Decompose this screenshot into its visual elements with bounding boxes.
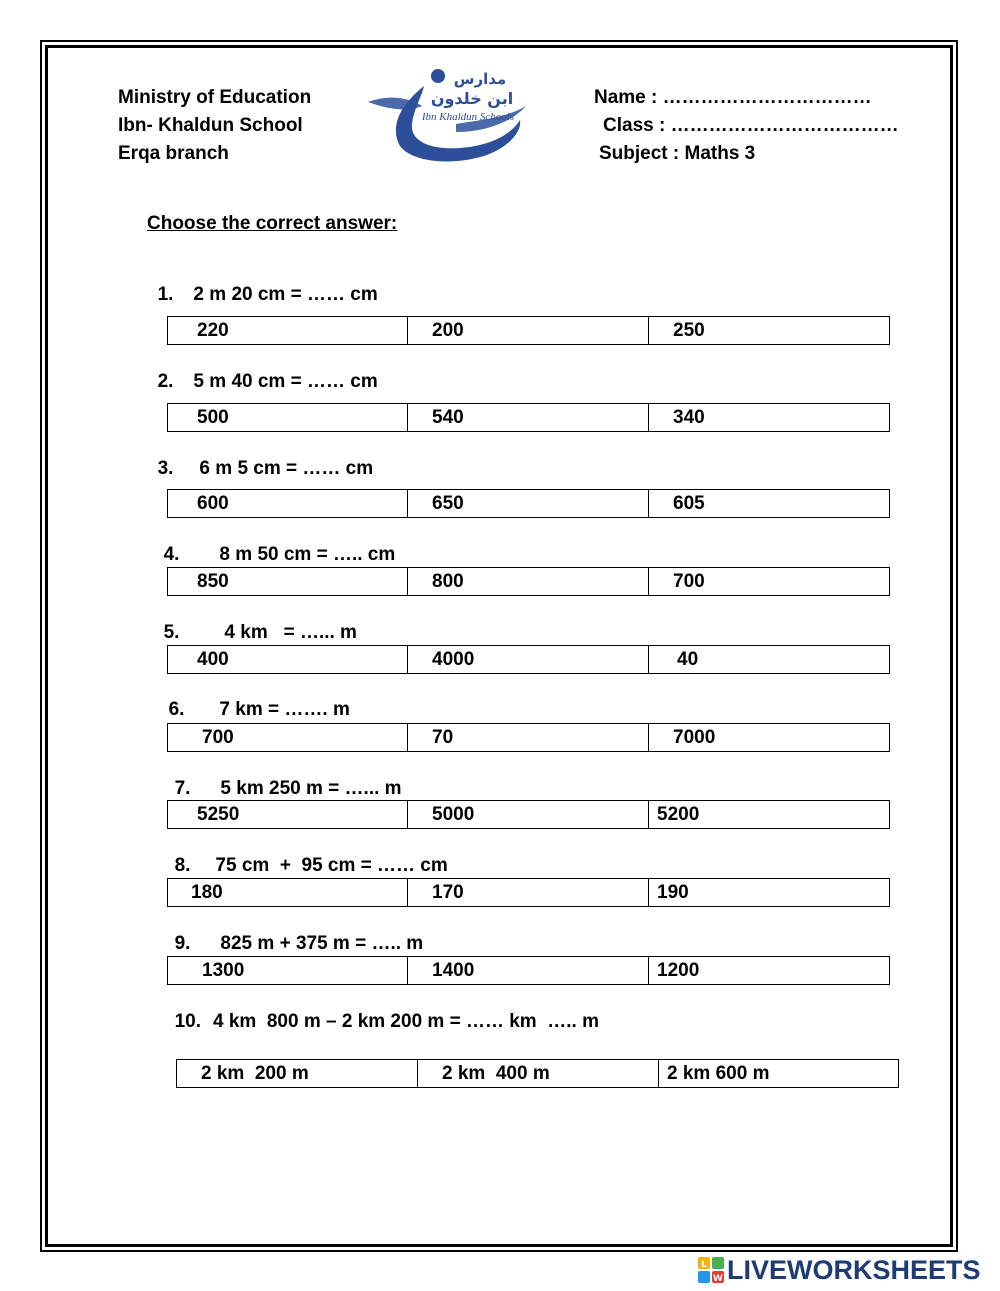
option-6a[interactable]: 700 [168, 724, 408, 751]
question-10 [164, 989, 599, 1033]
tile-letter-l: L [701, 1260, 707, 1270]
option-7a[interactable]: 5250 [168, 801, 408, 828]
class-field-label: Class : ……………………………… [603, 115, 899, 136]
options-row-9 [167, 956, 890, 985]
question-number: 4. [163, 544, 180, 565]
name-field-label: Name : …………………………… [594, 87, 872, 108]
svg-text:مدارس: مدارس [453, 70, 507, 88]
ministry-label: Ministry of Education [118, 87, 312, 108]
question-number: 3. [157, 458, 174, 479]
options-row-10 [176, 1059, 899, 1088]
options-row-5 [167, 645, 890, 674]
option-2b[interactable]: 540 [408, 404, 649, 431]
options-row-4 [167, 567, 890, 596]
question-text: 6 m 5 cm = …… cm [199, 458, 374, 479]
question-text: 8 m 50 cm = ….. cm [219, 544, 396, 565]
option-7b[interactable]: 5000 [408, 801, 649, 828]
question-text: 7 km = ……. m [219, 699, 350, 720]
option-7c[interactable]: 5200 [657, 803, 700, 825]
option-3b[interactable]: 650 [408, 490, 649, 517]
options-row-1 [167, 316, 890, 345]
options-row-2 [167, 403, 890, 432]
options-row-7 [167, 800, 890, 829]
question-1 [147, 262, 378, 306]
question-2 [147, 349, 378, 393]
school-logo [360, 62, 540, 170]
question-number: 6. [168, 699, 185, 720]
question-number: 5. [163, 622, 180, 643]
option-6b[interactable]: 70 [408, 724, 649, 751]
liveworksheets-tiles-icon [698, 1257, 724, 1283]
question-text: 75 cm + 95 cm = …… cm [215, 855, 448, 876]
question-text: 825 m + 375 m = ….. m [220, 933, 424, 954]
option-10c[interactable]: 2 km 600 m [667, 1062, 770, 1084]
subject-label: Subject : Maths 3 [599, 143, 756, 164]
question-8 [164, 833, 448, 877]
liveworksheets-brand[interactable]: LIVEWORKSHEETS [727, 1254, 981, 1285]
options-row-8 [167, 878, 890, 907]
option-8b[interactable]: 170 [408, 879, 649, 906]
question-text: 5 m 40 cm = …… cm [193, 371, 378, 392]
question-5 [153, 600, 357, 644]
option-9a[interactable]: 1300 [168, 957, 408, 984]
question-7 [164, 756, 402, 800]
options-row-6 [167, 723, 890, 752]
option-8a[interactable]: 180 [168, 879, 408, 906]
svg-text:ابن خلدون: ابن خلدون [430, 89, 514, 108]
option-2a[interactable]: 500 [168, 404, 408, 431]
option-5c[interactable]: 40 [677, 648, 699, 670]
options-row-3 [167, 489, 890, 518]
question-9 [164, 911, 423, 955]
option-9c[interactable]: 1200 [657, 959, 700, 981]
question-text: 2 m 20 cm = …… cm [193, 284, 378, 305]
option-1b[interactable]: 200 [408, 317, 649, 344]
svg-text:Ibn Khaldun Schools: Ibn Khaldun Schools [421, 111, 515, 123]
branch-label: Erqa branch [118, 143, 229, 164]
question-text: 4 km = …... m [224, 622, 357, 643]
option-10b[interactable]: 2 km 400 m [418, 1060, 659, 1087]
instruction-heading: Choose the correct answer: [147, 213, 398, 234]
option-1c[interactable]: 250 [673, 319, 705, 341]
school-label: Ibn- Khaldun School [118, 115, 303, 136]
option-5a[interactable]: 400 [168, 646, 408, 673]
option-3a[interactable]: 600 [168, 490, 408, 517]
question-number: 10. [174, 1011, 201, 1032]
question-text: 5 km 250 m = …... m [220, 778, 402, 799]
option-4b[interactable]: 800 [408, 568, 649, 595]
question-6 [158, 677, 350, 721]
question-number: 2. [157, 371, 174, 392]
option-5b[interactable]: 4000 [408, 646, 649, 673]
question-number: 7. [174, 778, 191, 799]
question-3 [147, 436, 373, 480]
option-4a[interactable]: 850 [168, 568, 408, 595]
option-8c[interactable]: 190 [657, 881, 689, 903]
question-4 [153, 522, 395, 566]
question-number: 8. [174, 855, 191, 876]
option-3c[interactable]: 605 [673, 492, 705, 514]
liveworksheets-logo [698, 1256, 981, 1284]
option-2c[interactable]: 340 [673, 406, 705, 428]
question-number: 9. [174, 933, 191, 954]
tile-letter-w: W [713, 1274, 723, 1283]
question-text: 4 km 800 m – 2 km 200 m = …… km ….. m [212, 1011, 599, 1032]
option-4c[interactable]: 700 [673, 570, 705, 592]
option-9b[interactable]: 1400 [408, 957, 649, 984]
option-1a[interactable]: 220 [168, 317, 408, 344]
option-10a[interactable]: 2 km 200 m [177, 1060, 418, 1087]
question-number: 1. [157, 284, 174, 305]
option-6c[interactable]: 7000 [673, 726, 716, 748]
